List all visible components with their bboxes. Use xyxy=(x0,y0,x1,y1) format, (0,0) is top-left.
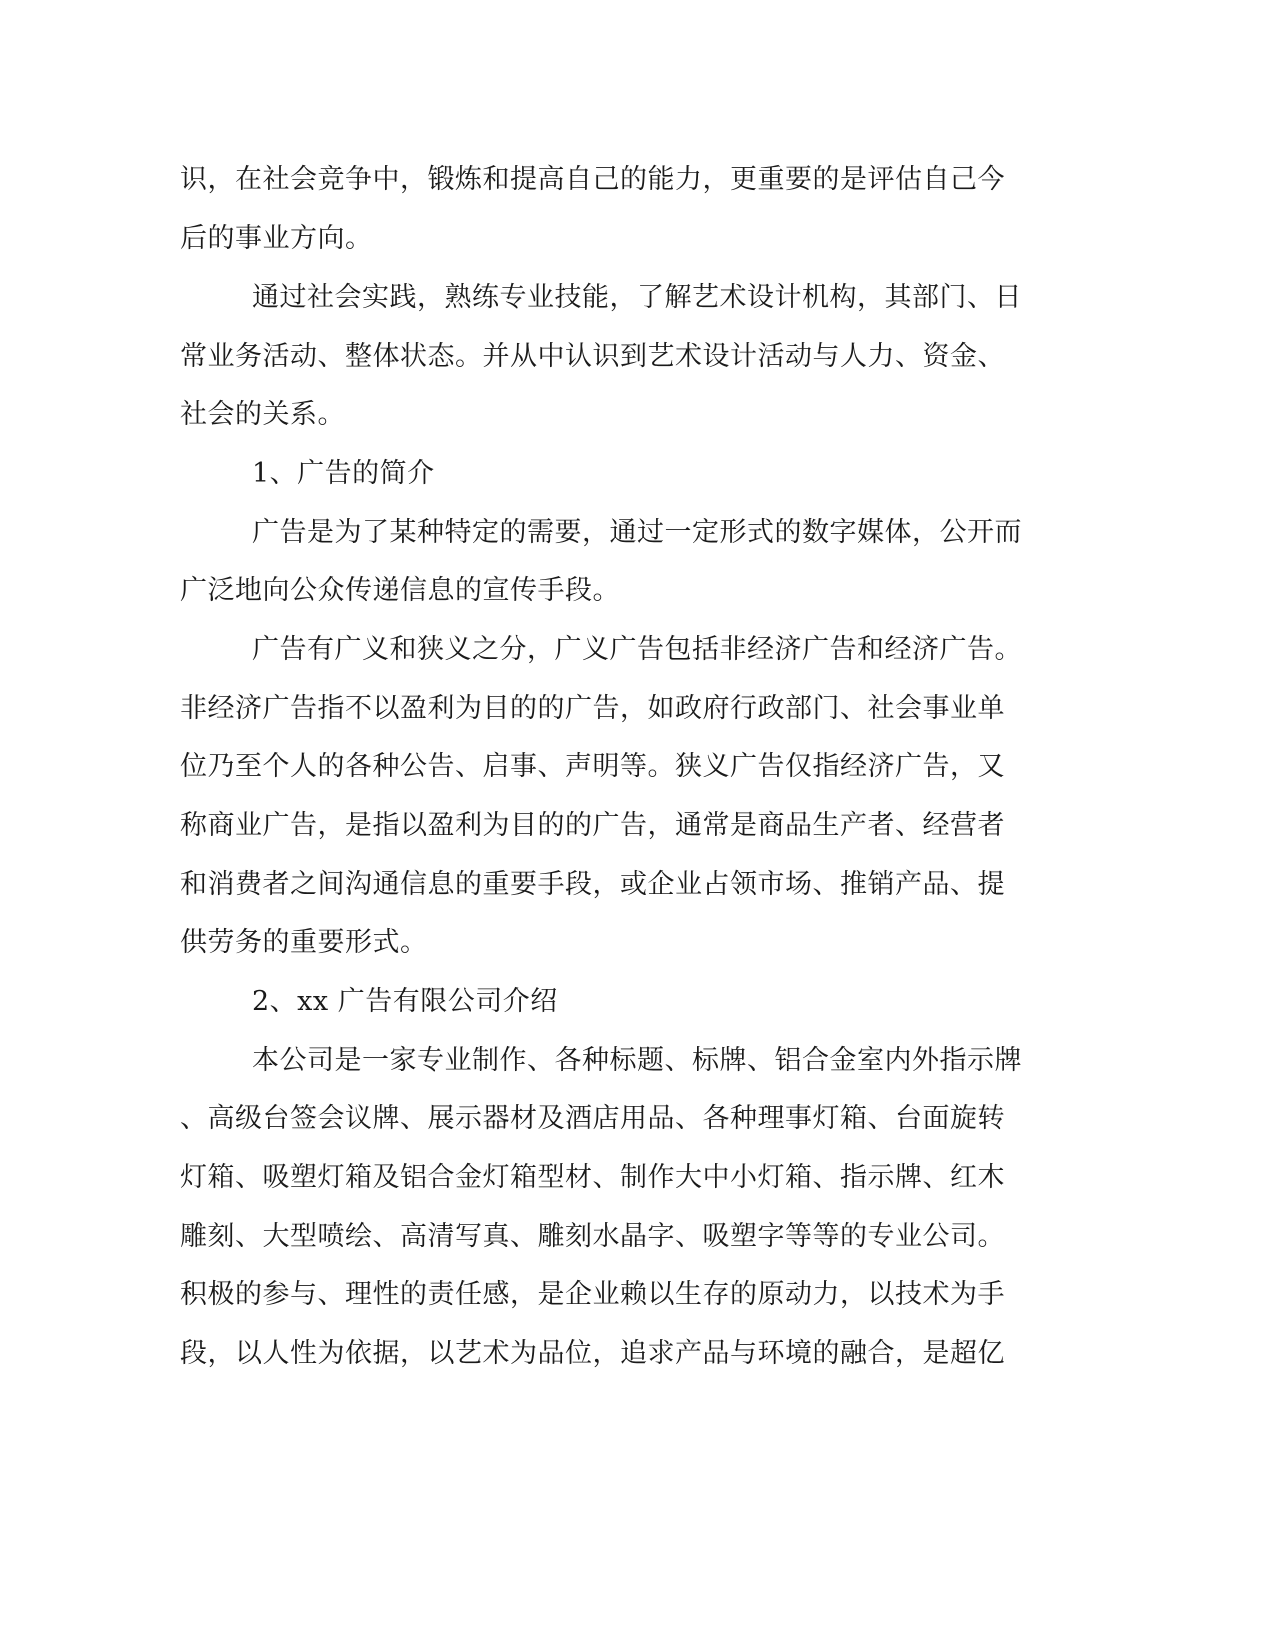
text-line: 非经济广告指不以盈利为目的的广告，如政府行政部门、社会事业单 xyxy=(180,693,1005,724)
text-line: 段，以人性为依据，以艺术为品位，追求产品与环境的融合，是超亿 xyxy=(180,1338,1005,1369)
paragraph-first-line: 本公司是一家专业制作、各种标题、标牌、铝合金室内外指示牌 xyxy=(252,1045,1022,1076)
paragraph-first-line: 通过社会实践，熟练专业技能，了解艺术设计机构，其部门、日 xyxy=(252,282,1022,313)
text-line: 灯箱、吸塑灯箱及铝合金灯箱型材、制作大中小灯箱、指示牌、红木 xyxy=(180,1162,1005,1193)
text-line: 广泛地向公众传递信息的宣传手段。 xyxy=(180,575,620,606)
text-line: 积极的参与、理性的责任感，是企业赖以生存的原动力，以技术为手 xyxy=(180,1279,1005,1310)
paragraph-first-line: 广告有广义和狭义之分，广义广告包括非经济广告和经济广告。 xyxy=(252,634,1022,665)
text-line: 称商业广告，是指以盈利为目的的广告，通常是商品生产者、经营者 xyxy=(180,810,1005,841)
section-heading-2: 2、xx 广告有限公司介绍 xyxy=(252,986,558,1017)
text-line: 社会的关系。 xyxy=(180,399,345,430)
section-heading-1: 1、广告的简介 xyxy=(252,458,435,489)
text-line: 供劳务的重要形式。 xyxy=(180,927,428,958)
text-line: 常业务活动、整体状态。并从中认识到艺术设计活动与人力、资金、 xyxy=(180,341,1005,372)
text-line: 识，在社会竞争中，锻炼和提高自己的能力，更重要的是评估自己今 xyxy=(180,164,1005,195)
text-line: 后的事业方向。 xyxy=(180,223,373,254)
paragraph-first-line: 广告是为了某种特定的需要，通过一定形式的数字媒体，公开而 xyxy=(252,517,1022,548)
text-line: 、高级台签会议牌、展示器材及酒店用品、各种理事灯箱、台面旋转 xyxy=(180,1103,1005,1134)
text-line: 雕刻、大型喷绘、高清写真、雕刻水晶字、吸塑字等等的专业公司。 xyxy=(180,1221,1005,1252)
text-line: 和消费者之间沟通信息的重要手段，或企业占领市场、推销产品、提 xyxy=(180,869,1005,900)
text-line: 位乃至个人的各种公告、启事、声明等。狭义广告仅指经济广告，又 xyxy=(180,751,1005,782)
